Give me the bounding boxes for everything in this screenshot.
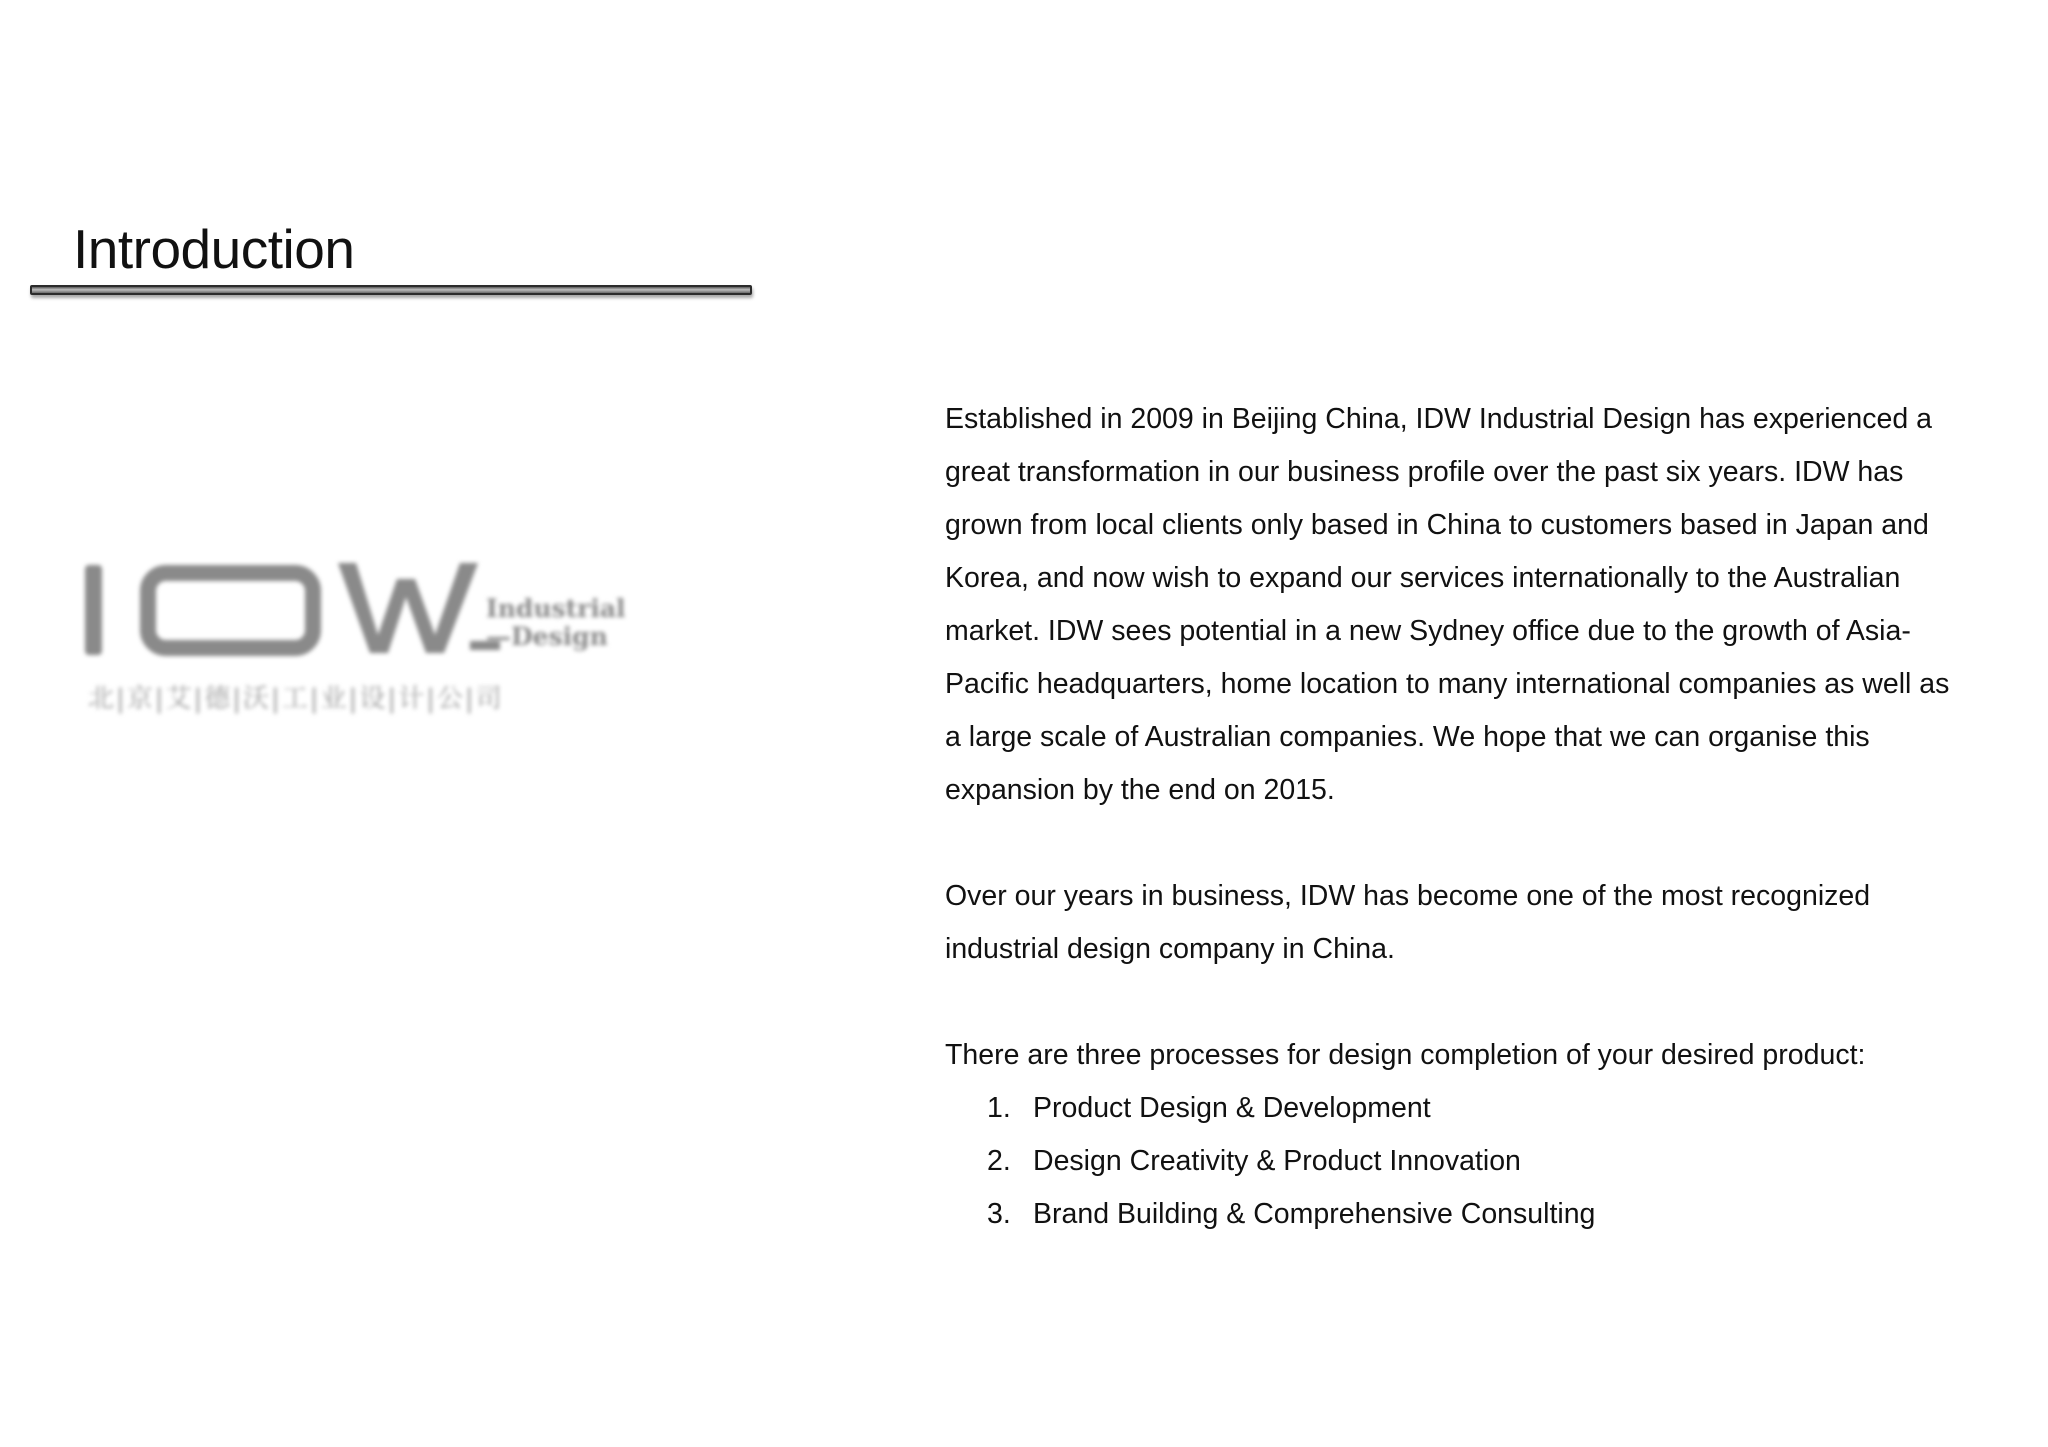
- list-item-label: Design Creativity & Product Innovation: [1033, 1145, 1521, 1177]
- list-item-number: 3.: [987, 1198, 1011, 1230]
- logo-letter-d: [148, 573, 313, 648]
- paragraph-spacer: [945, 817, 1955, 870]
- list-item-label: Product Design & Development: [1033, 1092, 1431, 1124]
- logo-letter-i: [85, 565, 102, 655]
- paragraph-spacer: [945, 976, 1955, 1029]
- idw-logo: [70, 545, 630, 725]
- introduction-body: [945, 393, 1955, 1241]
- logo-tagline-line2: —Design: [486, 622, 608, 651]
- list-item: [945, 1188, 1955, 1241]
- list-item: [945, 1082, 1955, 1135]
- title-underline: [30, 285, 752, 295]
- list-item-number: 1.: [987, 1092, 1011, 1124]
- logo-letter-w: [338, 563, 478, 653]
- list-item-number: 2.: [987, 1145, 1011, 1177]
- process-list: [945, 1082, 1955, 1241]
- intro-paragraph-recognition: Over our years in business, IDW has become one of the most recognized industrial design company in China.: [945, 880, 1871, 965]
- page-title: Introduction: [73, 218, 355, 280]
- intro-paragraph-processes: There are three processes for design completion of your desired product:: [945, 1039, 1866, 1071]
- list-item-label: Brand Building & Comprehensive Consulting: [1033, 1198, 1596, 1230]
- list-item: [945, 1135, 1955, 1188]
- intro-paragraph-history: Established in 2009 in Beijing China, IDW Industrial Design has experienced a great transformation in our business profile over the past six years. IDW has grown from local clients only based in China to customers based in Japan and Korea, and now wish to expand our services internationally to the Australian market. IDW sees potential in a new Sydney office due to the growth of Asia-Pacific headquarters, home location to many international companies as well as a large scale of Australian companies. We hope that we can organise this expansion by the end on 2015.: [945, 403, 1950, 806]
- logo-tagline-line1: Industrial: [486, 594, 626, 623]
- logo-chinese-name: 北|京|艾|德|沃|工|业|设|计|公|司: [88, 684, 504, 714]
